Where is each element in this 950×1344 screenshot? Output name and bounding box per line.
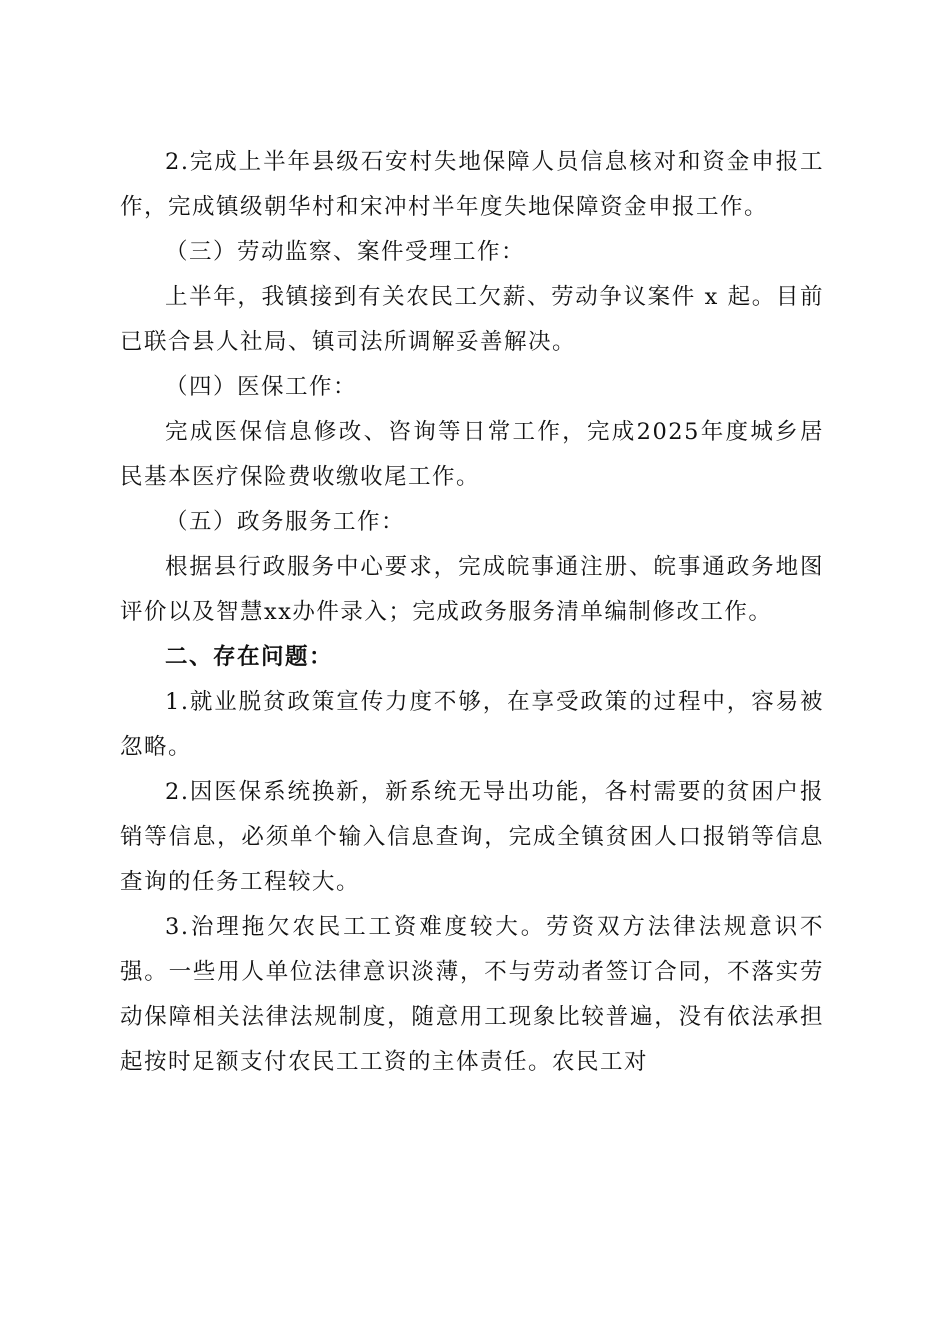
paragraph-problem-1: 1.就业脱贫政策宣传力度不够，在享受政策的过程中，容易被忽略。 xyxy=(120,689,824,760)
heading-labor-inspection: （三）劳动监察、案件受理工作： xyxy=(165,239,526,265)
paragraph-labor-cases: 上半年，我镇接到有关农民工欠薪、劳动争议案件 x 起。目前已联合县人社局、镇司法所调解妥善解决。 xyxy=(120,284,824,355)
heading-existing-problems: 二、存在问题： xyxy=(165,644,334,670)
document-body xyxy=(120,140,824,1085)
heading-government-services: （五）政务服务工作： xyxy=(165,509,406,535)
paragraph-government-services: 根据县行政服务中心要求，完成皖事通注册、皖事通政务地图评价以及智慧xx办件录入；完成政务服务清单编制修改工作。 xyxy=(120,554,824,625)
paragraph-medical-insurance: 完成医保信息修改、咨询等日常工作，完成2025年度城乡居民基本医疗保险费收缴收尾工作。 xyxy=(120,419,824,490)
paragraph-problem-3: 3.治理拖欠农民工工资难度较大。劳资双方法律法规意识不强。一些用人单位法律意识淡薄，不与劳动者签订合同，不落实劳动保障相关法律法规制度，随意用工现象比较普遍，没有依法承担起按时足额支付农民工工资的主体责任。农民工对 xyxy=(120,914,824,1075)
heading-medical-insurance: （四）医保工作： xyxy=(165,374,358,400)
paragraph-problem-2: 2.因医保系统换新，新系统无导出功能，各村需要的贫困户报销等信息，必须单个输入信息查询，完成全镇贫困人口报销等信息查询的任务工程较大。 xyxy=(120,779,824,895)
paragraph-land-security: 2.完成上半年县级石安村失地保障人员信息核对和资金申报工作，完成镇级朝华村和宋冲村半年度失地保障资金申报工作。 xyxy=(120,149,824,220)
